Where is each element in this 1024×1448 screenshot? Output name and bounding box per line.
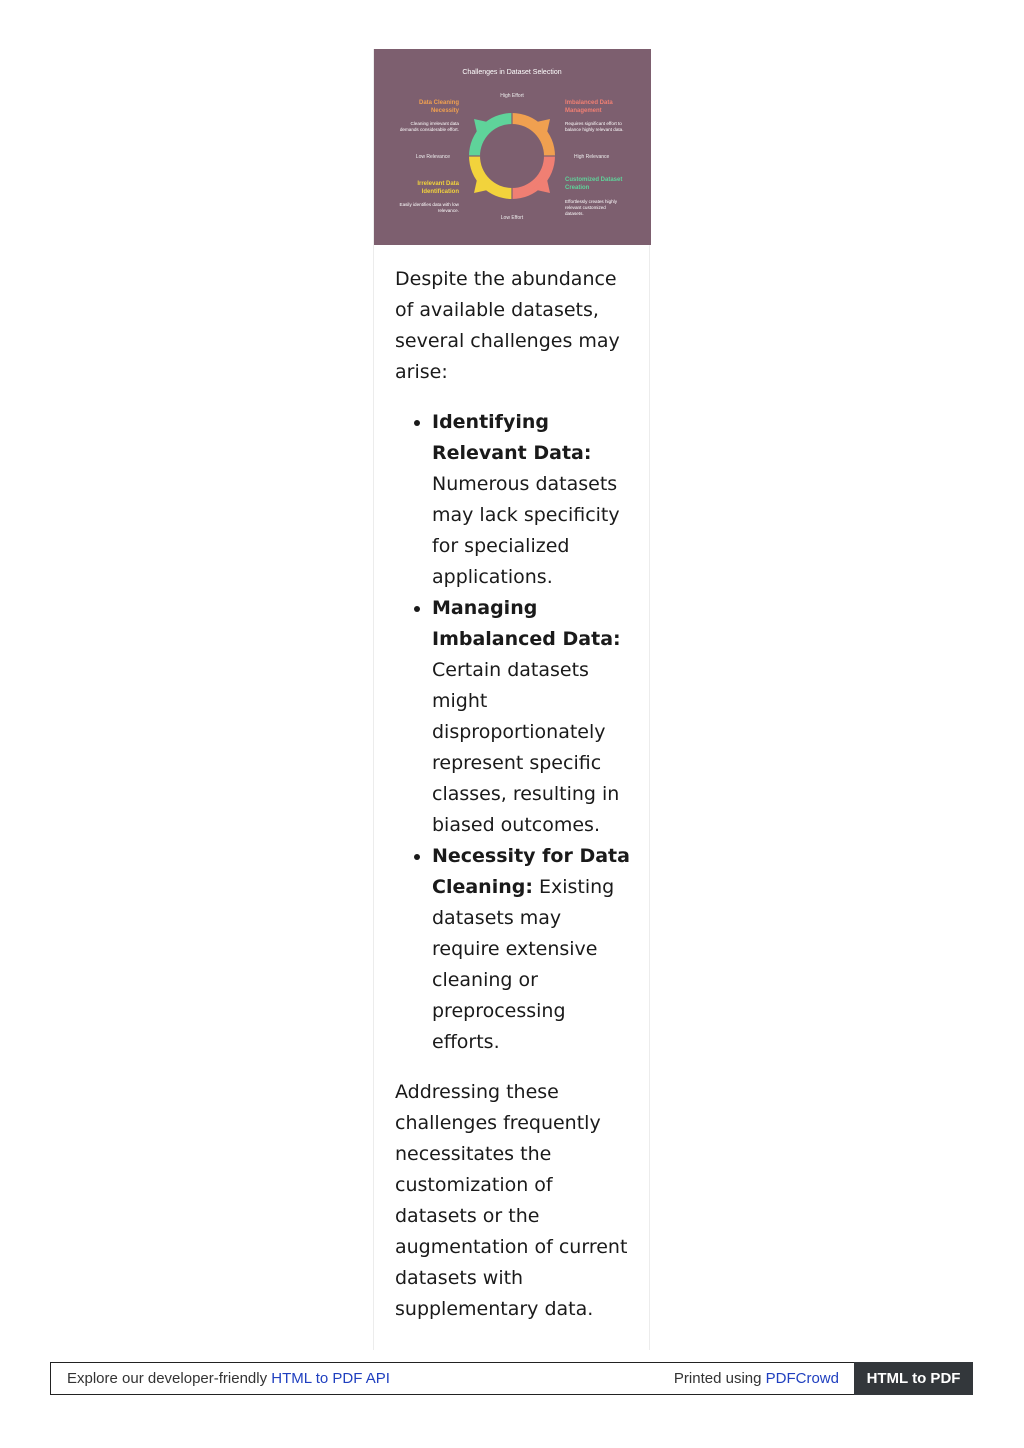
diagram-svg (374, 49, 651, 245)
footer-promo-text: Explore our developer-friendly (67, 1370, 272, 1387)
html-to-pdf-badge[interactable]: HTML to PDF (854, 1362, 973, 1395)
quadrant-title-line: Management (565, 108, 602, 114)
challenges-diagram (374, 49, 651, 245)
quadrant-desc-line: datasets. (565, 211, 584, 216)
quadrant-desc-line: relevance. (437, 208, 459, 213)
intro-paragraph: Despite the abundance of available datasets, several challenges may arise: (395, 268, 620, 383)
article-column (373, 49, 650, 1350)
quadrant-title-line: Creation (565, 185, 590, 191)
quadrant-title-line: Identification (421, 189, 459, 195)
list-item (432, 407, 631, 593)
list-item-heading: Managing Imbalanced Data: (432, 597, 621, 650)
challenges-list (395, 407, 631, 1058)
quadrant-desc-line: Effortlessly creates highly (565, 199, 618, 204)
quadrant-title-line: Customized Dataset (565, 177, 623, 183)
axis-label-bottom: Low Effort (500, 215, 524, 221)
list-item-heading: Identifying Relevant Data: (432, 411, 592, 464)
axis-label-right: High Relevance (574, 154, 610, 160)
quadrant-desc-line: relevant customized (565, 205, 606, 210)
footer-promo (67, 1370, 390, 1387)
quadrant-title-line: Necessity (430, 108, 459, 114)
diagram-title: Challenges in Dataset Selection (462, 69, 562, 76)
quadrant-desc-line: Requires significant effort to (565, 121, 622, 126)
list-item (432, 593, 631, 841)
list-item-heading: Necessity for Data Cleaning: (432, 845, 630, 898)
pdfcrowd-link[interactable]: PDFCrowd (765, 1370, 839, 1387)
quadrant-title-line: Irrelevant Data (417, 181, 459, 187)
axis-label-top: High Effort (500, 93, 524, 99)
footer-printed-text: Printed using (673, 1370, 766, 1387)
closing-paragraph: Addressing these challenges frequently necessitates the customization of datasets or the augmentation of current datasets with supplementary data. (395, 1081, 628, 1320)
axis-label-left: Low Relevance (415, 154, 450, 160)
quadrant-desc-line: demands considerable effort. (399, 127, 459, 132)
article-body (395, 264, 631, 1325)
quadrant-desc-line: Easily identifies data with low (399, 202, 459, 207)
html-to-pdf-api-link[interactable]: HTML to PDF API (271, 1370, 390, 1387)
quadrant-desc-line: Cleaning irrelevant data (410, 121, 459, 126)
quadrant-desc-line: balance highly relevant data. (565, 127, 624, 132)
list-item-text: Certain datasets might disproportionately represent specific classes, resulting in biased outcomes. (432, 659, 620, 836)
list-item-text: Numerous datasets may lack specificity for specialized applications. (432, 473, 620, 588)
footer-printed-using (674, 1370, 839, 1387)
list-item-text: Existing datasets may require extensive cleaning or preprocessing efforts. (432, 876, 615, 1053)
pdf-footer-banner (50, 1362, 973, 1395)
quadrant-title-line: Data Cleaning (418, 100, 459, 106)
list-item (432, 841, 631, 1058)
quadrant-title-line: Imbalanced Data (565, 100, 613, 106)
